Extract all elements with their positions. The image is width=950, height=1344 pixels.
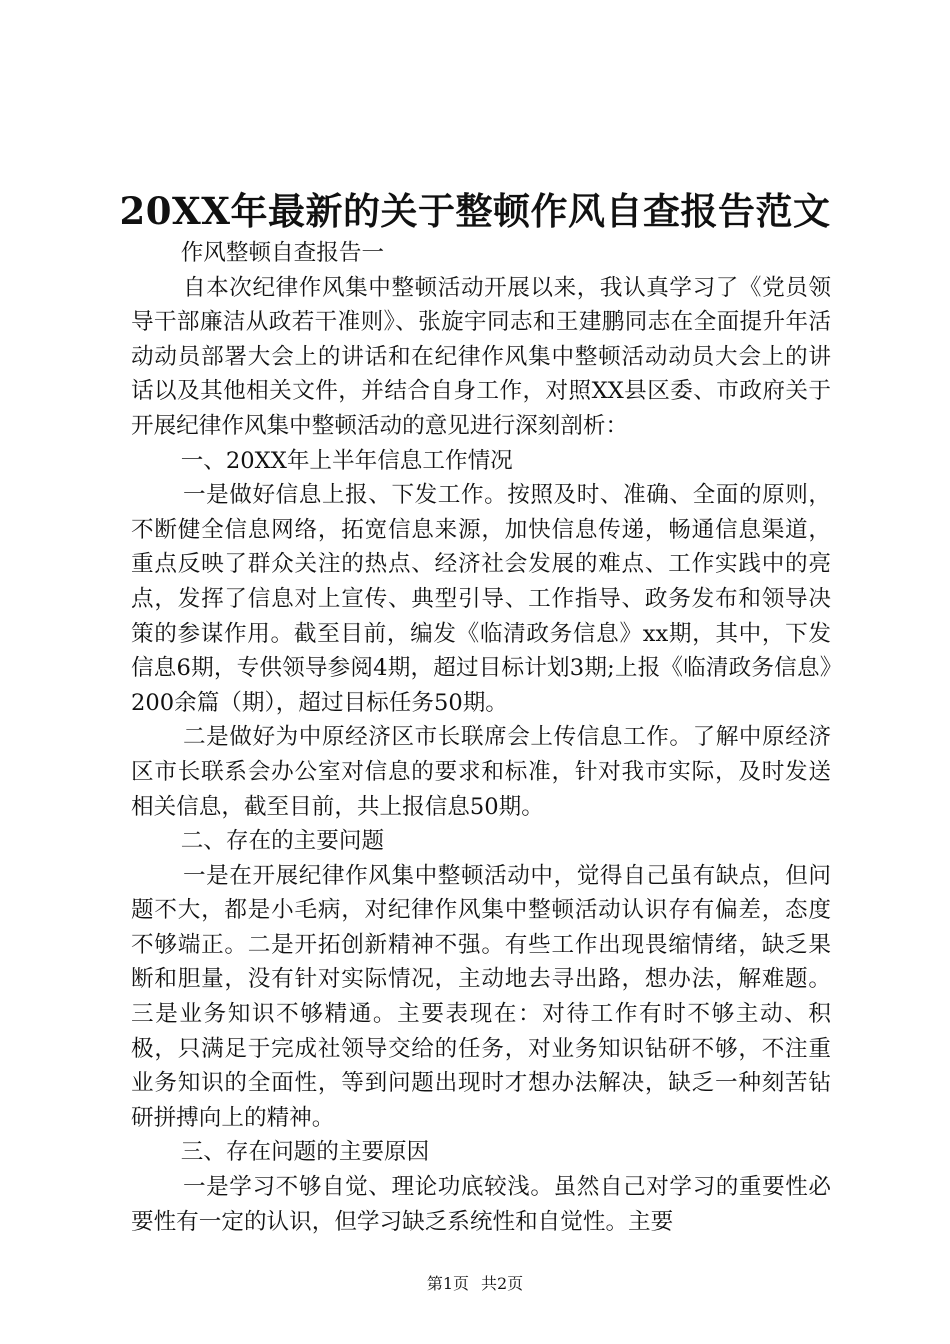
body-paragraph: 一是在开展纪律作风集中整顿活动中，觉得自己虽有缺点，但问题不大，都是小毛病，对纪律作风集中整顿活动认识存有偏差，态度不够端正。二是开拓创新精神不强。有些工作出现畏缩情绪，缺乏果断和胆量，没有针对实际情况，主动地去寻出路，想办法，解难题。三是业务知识不够精通。主要表现在：对待工作有时不够主动、积极，只满足于完成社领导交给的任务，对业务知识钻研不够，不注重业务知识的全面性，等到问题出现时才想办法解决，缺乏一种刻苦钻研拼搏向上的精神。 xyxy=(131,862,831,1131)
document-title: 20XX年最新的关于整顿作风自查报告范文 xyxy=(119,189,831,233)
section-heading: 三、存在问题的主要原因 xyxy=(180,1139,430,1166)
section-heading: 作风整顿自查报告一 xyxy=(180,240,385,266)
section-heading: 二、存在的主要问题 xyxy=(180,828,385,855)
page-footer xyxy=(0,1274,950,1294)
page-number-current: 第1页 xyxy=(426,1274,469,1293)
page-number-total: 共2页 xyxy=(481,1274,524,1293)
document-body xyxy=(131,236,831,1239)
body-paragraph: 一是做好信息上报、下发工作。按照及时、准确、全面的原则，不断健全信息网络，拓宽信息来源，加快信息传递，畅通信息渠道，重点反映了群众关注的热点、经济社会发展的难点、工作实践中的亮点，发挥了信息对上宣传、典型引导、工作指导、政务发布和领导决策的参谋作用。截至目前，编发《临清政务信息》xx期，其中，下发信息6期，专供领导参阅4期，超过目标计划3期;上报《临清政务信息》200余篇（期），超过目标任务50期。 xyxy=(131,482,831,716)
body-paragraph: 二是做好为中原经济区市长联席会上传信息工作。了解中原经济区市长联系会办公室对信息的要求和标准，针对我市实际，及时发送相关信息，截至目前，共上报信息50期。 xyxy=(131,724,831,820)
body-paragraph: 自本次纪律作风集中整顿活动开展以来，我认真学习了《党员领导干部廉洁从政若干准则》、张旋宇同志和王建鹏同志在全面提升年活动动员部署大会上的讲话和在纪律作风集中整顿活动动员大会上的讲话以及其他相关文件，并结合自身工作，对照XX县区委、市政府关于开展纪律作风集中整顿活动的意见进行深刻剖析： xyxy=(131,274,831,439)
body-paragraph: 一是学习不够自觉、理论功底较浅。虽然自己对学习的重要性必要性有一定的认识，但学习缺乏系统性和自觉性。主要 xyxy=(131,1174,831,1235)
section-heading: 一、20XX年上半年信息工作情况 xyxy=(180,447,513,474)
